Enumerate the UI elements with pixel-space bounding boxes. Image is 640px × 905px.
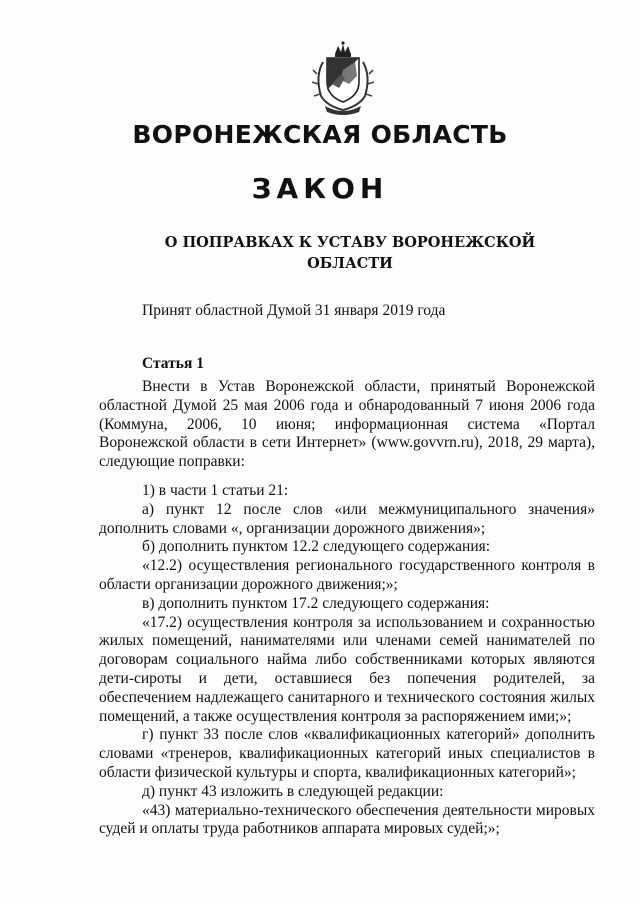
- list-item: «43) материально-технического обеспечения деятельности мировых судей и оплаты труда работников аппарата мировых судей;»;: [99, 801, 595, 838]
- article-title: Статья 1: [142, 355, 204, 372]
- list-item: а) пункт 12 после слов «или межмуниципального значения» дополнить словами «, организации дорожного движения»;: [99, 500, 595, 537]
- list-item: в) дополнить пунктом 17.2 следующего содержания:: [142, 594, 490, 612]
- list-item: 1) в части 1 статьи 21:: [142, 482, 289, 499]
- list-item: г) пункт 33 после слов «квалификационных категорий» дополнить словами «тренеров, квалификационных категорий иных специалистов в области физической культуры и спорта, квалификационных категорий»;: [99, 726, 595, 781]
- region-title: ВОРОНЕЖСКАЯ ОБЛАСТЬ: [132, 120, 508, 149]
- voronezh-coat-of-arms-icon: [305, 40, 381, 116]
- amendments-list: [99, 482, 595, 839]
- law-subject: [160, 232, 540, 274]
- list-item: «12.2) осуществления регионального государственного контроля в области организации дорожного движения;»;: [99, 557, 595, 593]
- law-subject-line: ОБЛАСТИ: [307, 255, 393, 272]
- list-item: д) пункт 43 изложить в следующей редакции:: [142, 782, 444, 800]
- article-intro: [99, 378, 595, 472]
- list-item: б) дополнить пунктом 12.2 следующего содержания:: [142, 538, 491, 556]
- law-subject-line: О ПОПРАВКАХ К УСТАВУ ВОРОНЕЖСКОЙ: [164, 234, 536, 251]
- document-type: ЗАКОН: [251, 172, 389, 205]
- list-item: «17.2) осуществления контроля за использованием и сохранностью жилых помещений, нанимателями или членами семей нанимателей по договорам социального найма либо собственниками которых являются дети-сироты и дети, оставшиеся без попечения родителей, за обеспечением надлежащего санитарного и технического состояния жилых помещений, а также осуществления контроля за распоряжением ими;»;: [99, 613, 595, 725]
- adoption-date: Принят областной Думой 31 января 2019 года: [142, 302, 446, 319]
- paragraph: Внести в Устав Воронежской области, принятый Воронежской областной Думой 25 мая 2006 года и обнародованный 7 июня 2006 года (Коммуна, 2006, 10 июня; информационная система «Портал Воронежской области в сети Интернет» (www.govvrn.ru), 2018, 29 марта), следующие поправки:: [99, 378, 595, 471]
